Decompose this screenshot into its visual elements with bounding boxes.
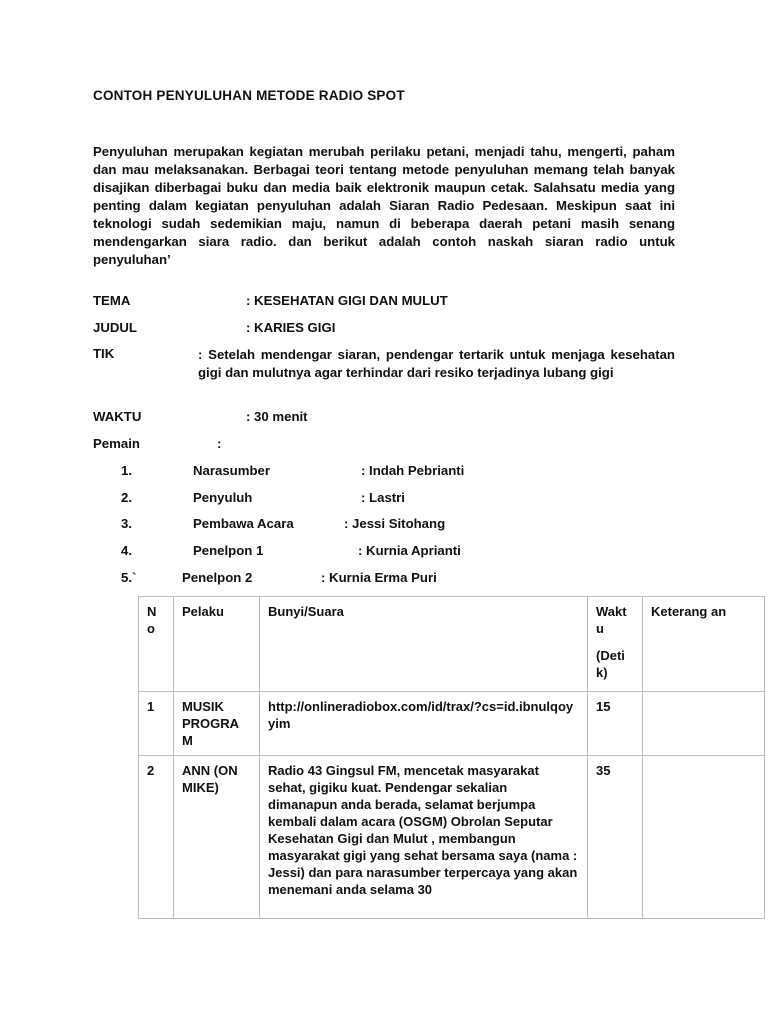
field-waktu-label: WAKTU [93,409,142,424]
pemain-name: : Indah Pebrianti [361,463,465,478]
header-keterangan: Keterang an [643,597,765,692]
cell-keterangan [643,756,765,919]
pemain-name: : Kurnia Aprianti [358,543,461,558]
header-pelaku: Pelaku [174,597,260,692]
field-waktu-value: : 30 menit [246,409,308,424]
field-tema-value: : KESEHATAN GIGI DAN MULUT [246,293,448,308]
field-pemain-value: : [217,436,222,451]
document-title: CONTOH PENYULUHAN METODE RADIO SPOT [93,88,405,103]
script-table [138,596,765,919]
header-bunyi: Bunyi/Suara [260,597,588,692]
pemain-name: : Jessi Sitohang [344,516,446,531]
pemain-role: Penelpon 2 [182,570,253,585]
pemain-name: : Lastri [361,490,405,505]
table-row [139,756,765,919]
field-tema-label: TEMA [93,293,131,308]
cell-bunyi: Radio 43 Gingsul FM, mencetak masyarakat sehat, gigiku kuat. Pendengar sekalian dimanapun anda berada, selamat berjumpa kembali dalam acara (OSGM) Obrolan Seputar Kesehatan Gigi dan Mulut , membangun masyarakat gigi yang sehat bersama saya (nama : Jessi) dan para narasumber terpercaya yang akan menemani anda selama 30 [260,756,588,919]
cell-pelaku: ANN (ON MIKE) [174,756,260,919]
pemain-number: 5.` [121,570,137,585]
cell-pelaku: MUSIK PROGRA M [174,692,260,756]
header-waktu-label: Wakt u [596,604,627,636]
pemain-role: Pembawa Acara [193,516,294,531]
pemain-number: 4. [121,543,132,558]
pemain-role: Narasumber [193,463,270,478]
cell-no: 2 [139,756,174,919]
field-pemain-label: Pemain [93,436,140,451]
field-judul-label: JUDUL [93,320,137,335]
table-header-row [139,597,765,692]
field-tik-value: : Setelah mendengar siaran, pendengar tertarik untuk menjaga kesehatan gigi dan mulutnya agar terhindar dari resiko terjadinya lubang gigi [198,347,675,380]
pemain-role: Penyuluh [193,490,253,505]
cell-keterangan [643,692,765,756]
intro-paragraph: Penyuluhan merupakan kegiatan merubah perilaku petani, menjadi tahu, mengerti, paham dan mau melaksanakan. Berbagai teori tentang metode penyuluhan memang telah banyak disajikan diberbagai buku dan media baik elektronik maupun cetak. Salahsatu media yang penting dalam kegiatan penyuluhan adalah Siaran Radio Pedesaan. Meskipun saat ini teknologi sudah sedemikian maju, namun di beberapa daerah petani masih senang mendengarkan siara radio. dan berikut adalah contoh naskah siaran radio untuk penyuluhan’ [93,144,675,267]
header-no: N o [139,597,174,692]
pemain-number: 3. [121,516,132,531]
cell-waktu: 15 [588,692,643,756]
pemain-number: 1. [121,463,132,478]
header-waktu [588,597,643,692]
field-tik-label: TIK [93,346,115,361]
pemain-role: Penelpon 1 [193,543,264,558]
cell-waktu: 35 [588,756,643,919]
cell-no: 1 [139,692,174,756]
cell-bunyi: http://onlineradiobox.com/id/trax/?cs=id.ibnulqoyyim [260,692,588,756]
pemain-number: 2. [121,490,132,505]
header-waktu-unit: (Deti k) [596,648,625,680]
field-judul-value: : KARIES GIGI [246,320,336,335]
table-row [139,692,765,756]
pemain-name: : Kurnia Erma Puri [321,570,437,585]
